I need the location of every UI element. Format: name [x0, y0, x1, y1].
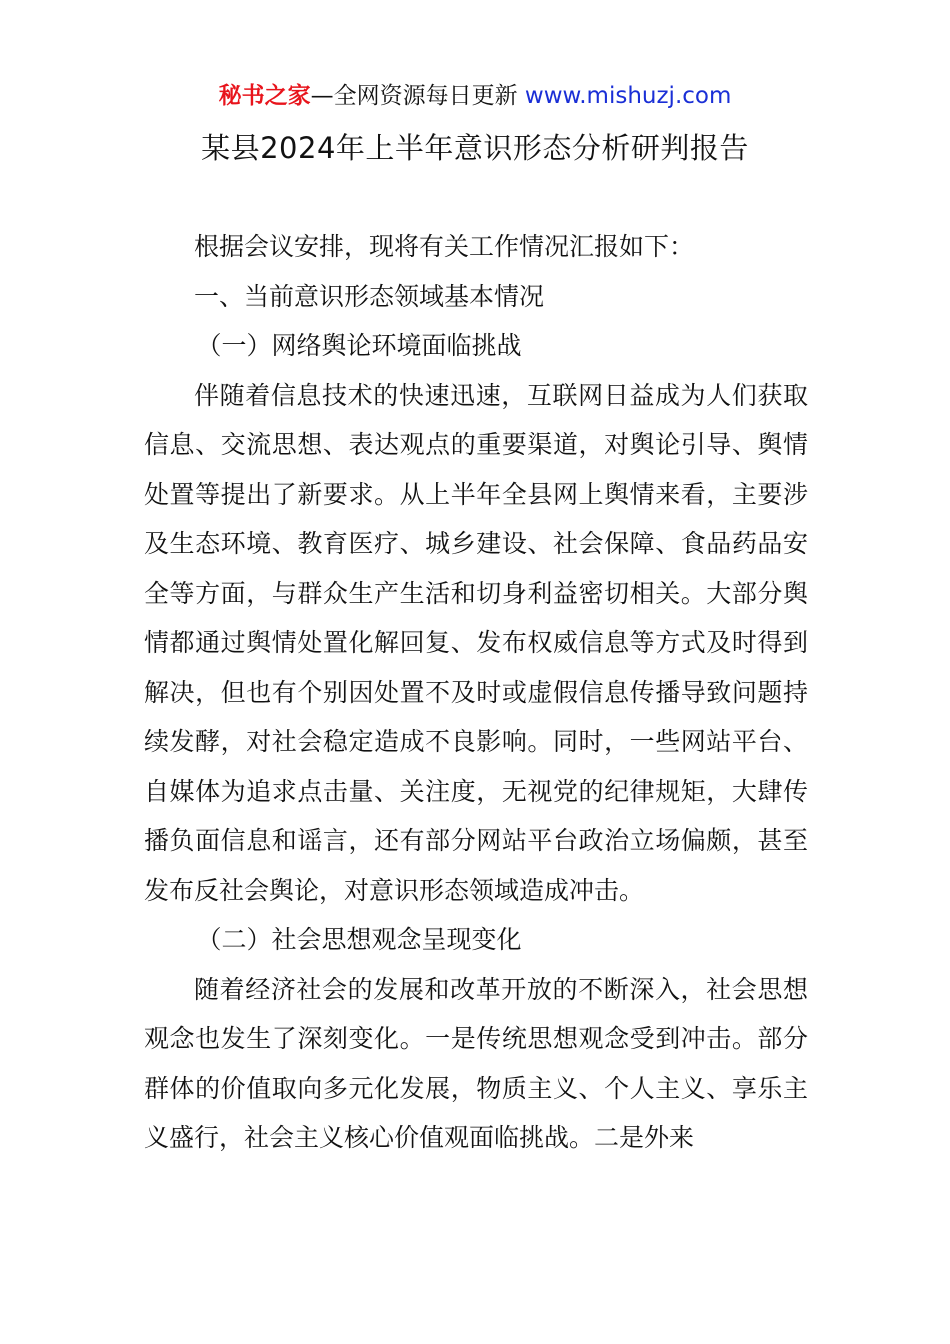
intro-paragraph: 根据会议安排，现将有关工作情况汇报如下：	[194, 232, 695, 261]
body-paragraph-2: 随着经济社会的发展和改革开放的不断深入，社会思想观念也发生了深刻变化。一是传统思想观念受到冲击。部分群体的价值取向多元化发展，物质主义、个人主义、享乐主义盛行，社会主义核心价值观面临挑战。二是外来	[144, 974, 808, 1152]
section-heading-1: 一、当前意识形态领域基本情况	[194, 281, 545, 311]
document-title: 某县2024年上半年意识形态分析研判报告	[201, 131, 749, 165]
site-url-link[interactable]: www.mishuzj.com	[524, 83, 732, 109]
site-header	[0, 80, 950, 112]
document-body	[144, 222, 808, 1163]
site-name: 秘书之家	[218, 83, 311, 109]
subsection-heading-1: （一）网络舆论环境面临挑战	[196, 331, 522, 360]
body-paragraph-1: 伴随着信息技术的快速迅速，互联网日益成为人们获取信息、交流思想、表达观点的重要渠道，对舆论引导、舆情处置等提出了新要求。从上半年全县网上舆情来看，主要涉及生态环境、教育医疗、城乡建设、社会保障、食品药品安全等方面，与群众生产生活和切身利益密切相关。大部分舆情都通过舆情处置化解回复、发布权威信息等方式及时得到解决，但也有个别因处置不及时或虚假信息传播导致问题持续发酵，对社会稳定造成不良影响。同时，一些网站平台、自媒体为追求点击量、关注度，无视党的纪律规矩，大肆传播负面信息和谣言，还有部分网站平台政治立场偏颇，甚至发布反社会舆论，对意识形态领域造成冲击。	[144, 380, 808, 905]
site-tagline: —全网资源每日更新	[310, 83, 518, 109]
subsection-heading-2: （二）社会思想观念呈现变化	[196, 925, 522, 954]
